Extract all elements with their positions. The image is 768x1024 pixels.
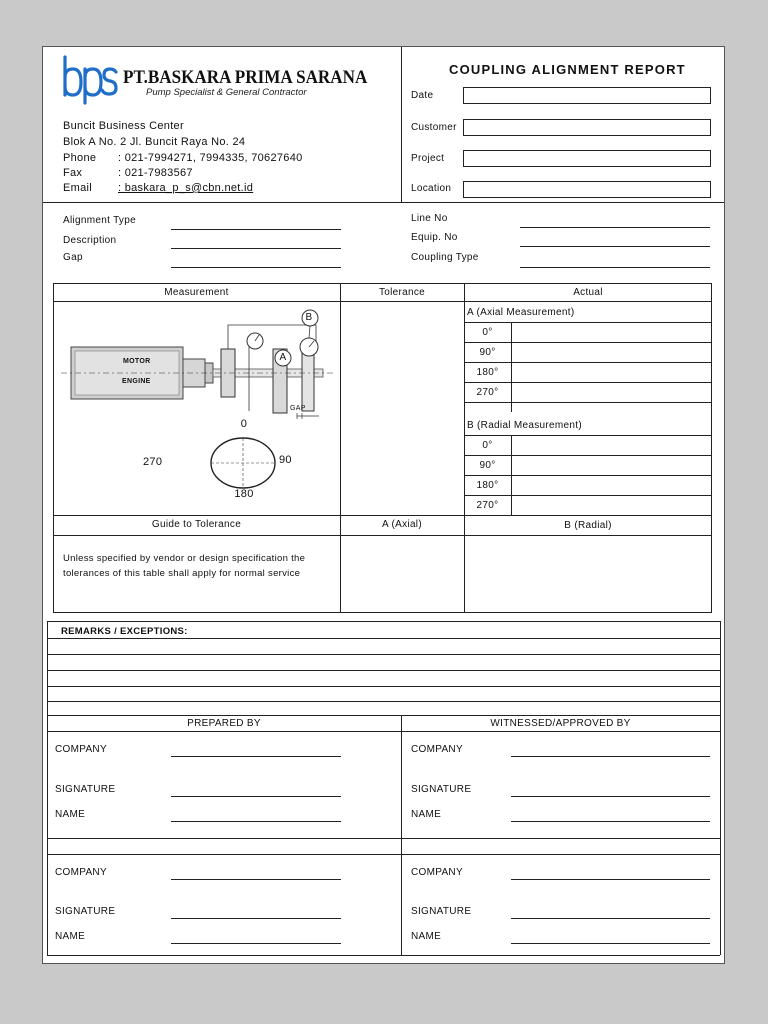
engine-label: ENGINE: [122, 378, 151, 385]
radial-angle-0: 0°: [482, 440, 493, 451]
header-divider: [401, 47, 402, 202]
address-line-1: Buncit Business Center: [63, 120, 184, 132]
alignment-type-label: Alignment Type: [63, 215, 136, 226]
phone-value: : 021-7994271, 7994335, 70627640: [118, 152, 303, 164]
dial-180-label: 180: [234, 488, 254, 500]
project-field[interactable]: [463, 150, 711, 167]
axial-value-0[interactable]: [512, 323, 711, 342]
actual-header: Actual: [573, 287, 603, 298]
prepared-name-field-1[interactable]: [171, 821, 341, 822]
approved-company-field-1[interactable]: [511, 756, 710, 757]
dial-270-label: 270: [143, 456, 163, 468]
radial-value-180[interactable]: [512, 476, 711, 495]
dial-0-label: 0: [240, 418, 248, 430]
approved-name-label-2: NAME: [411, 931, 442, 942]
measurement-header: Measurement: [164, 287, 229, 298]
approved-signature-field-2[interactable]: [511, 918, 710, 919]
axial-angle-0: 0°: [482, 327, 493, 338]
prepared-name-label-1: NAME: [55, 809, 86, 820]
dial-90-label: 90: [279, 454, 292, 466]
axial-value-270[interactable]: [512, 383, 711, 402]
fax-label: Fax: [63, 167, 83, 179]
customer-field[interactable]: [463, 119, 711, 136]
approved-name-field-2[interactable]: [511, 943, 710, 944]
label-a: A: [279, 352, 287, 363]
axial-value-180[interactable]: [512, 363, 711, 382]
coupling-type-label: Coupling Type: [411, 252, 479, 263]
gap-field[interactable]: [171, 267, 341, 268]
radial-heading: B (Radial Measurement): [467, 420, 582, 431]
radial-value-0[interactable]: [512, 436, 711, 455]
tolerance-header: Tolerance: [378, 287, 426, 298]
description-label: Description: [63, 235, 117, 246]
approved-company-field-2[interactable]: [511, 879, 710, 880]
radial-angle-180: 180°: [476, 480, 499, 491]
motor-label: MOTOR: [123, 358, 151, 365]
prepared-by-header: PREPARED BY: [187, 718, 261, 729]
location-label: Location: [411, 183, 452, 194]
prepared-name-label-2: NAME: [55, 931, 86, 942]
header-bottom-line: [43, 202, 724, 203]
email-link[interactable]: : baskara_p_s@cbn.net.id: [118, 182, 254, 194]
gap-marker-label: GAP: [290, 405, 306, 412]
gap-label: Gap: [63, 252, 83, 263]
customer-label: Customer: [411, 122, 457, 133]
axial-value-90[interactable]: [512, 343, 711, 362]
prepared-company-field-2[interactable]: [171, 879, 341, 880]
coupling-type-field[interactable]: [520, 267, 710, 268]
radial-tolerance-value[interactable]: [465, 536, 711, 612]
line-no-field[interactable]: [520, 227, 710, 228]
prepared-signature-field-2[interactable]: [171, 918, 341, 919]
label-b: B: [305, 312, 313, 323]
prepared-signature-label-1: SIGNATURE: [55, 784, 116, 795]
company-name: PT.BASKARA PRIMA SARANA: [123, 67, 368, 88]
company-tagline: Pump Specialist & General Contractor: [146, 87, 307, 98]
address-line-2: Blok A No. 2 Jl. Buncit Raya No. 24: [63, 136, 246, 148]
phone-label: Phone: [63, 152, 97, 164]
prepared-name-field-2[interactable]: [171, 943, 341, 944]
alignment-type-field[interactable]: [171, 229, 341, 230]
approved-signature-label-2: SIGNATURE: [411, 906, 472, 917]
radial-tolerance-header: B (Radial): [564, 520, 612, 531]
company-logo: [59, 55, 119, 105]
approved-name-label-1: NAME: [411, 809, 442, 820]
axial-heading: A (Axial Measurement): [467, 307, 575, 318]
axial-angle-270: 270°: [476, 387, 499, 398]
report-title: COUPLING ALIGNMENT REPORT: [449, 62, 686, 77]
witnessed-by-header: WITNESSED/APPROVED BY: [490, 718, 631, 729]
description-field[interactable]: [171, 248, 341, 249]
radial-angle-270: 270°: [476, 500, 499, 511]
date-field[interactable]: [463, 87, 711, 104]
axial-tolerance-value[interactable]: [341, 536, 463, 612]
prepared-company-label-1: COMPANY: [55, 744, 107, 755]
approved-signature-field-1[interactable]: [511, 796, 710, 797]
prepared-company-field-1[interactable]: [171, 756, 341, 757]
prepared-company-label-2: COMPANY: [55, 867, 107, 878]
remarks-label: REMARKS / EXCEPTIONS:: [61, 626, 188, 637]
axial-angle-90: 90°: [479, 347, 496, 358]
fax-value: : 021-7983567: [118, 167, 193, 179]
approved-signature-label-1: SIGNATURE: [411, 784, 472, 795]
guide-to-tolerance-header: Guide to Tolerance: [151, 519, 242, 530]
line-no-label: Line No: [411, 213, 448, 224]
equip-no-field[interactable]: [520, 246, 710, 247]
report-page: [42, 46, 725, 964]
guide-text-line-2: tolerances of this table shall apply for normal service: [63, 568, 301, 579]
email-label: Email: [63, 182, 93, 194]
radial-value-90[interactable]: [512, 456, 711, 475]
axial-tolerance-header: A (Axial): [382, 519, 422, 530]
approved-company-label-1: COMPANY: [411, 744, 463, 755]
approved-company-label-2: COMPANY: [411, 867, 463, 878]
location-field[interactable]: [463, 181, 711, 198]
prepared-signature-field-1[interactable]: [171, 796, 341, 797]
equip-no-label: Equip. No: [411, 232, 458, 243]
radial-value-270[interactable]: [512, 496, 711, 515]
approved-name-field-1[interactable]: [511, 821, 710, 822]
radial-angle-90: 90°: [479, 460, 496, 471]
date-label: Date: [411, 90, 434, 101]
prepared-signature-label-2: SIGNATURE: [55, 906, 116, 917]
project-label: Project: [411, 153, 445, 164]
remarks-field[interactable]: [47, 639, 720, 701]
guide-text-line-1: Unless specified by vendor or design specification the: [63, 553, 306, 564]
axial-angle-180: 180°: [476, 367, 499, 378]
